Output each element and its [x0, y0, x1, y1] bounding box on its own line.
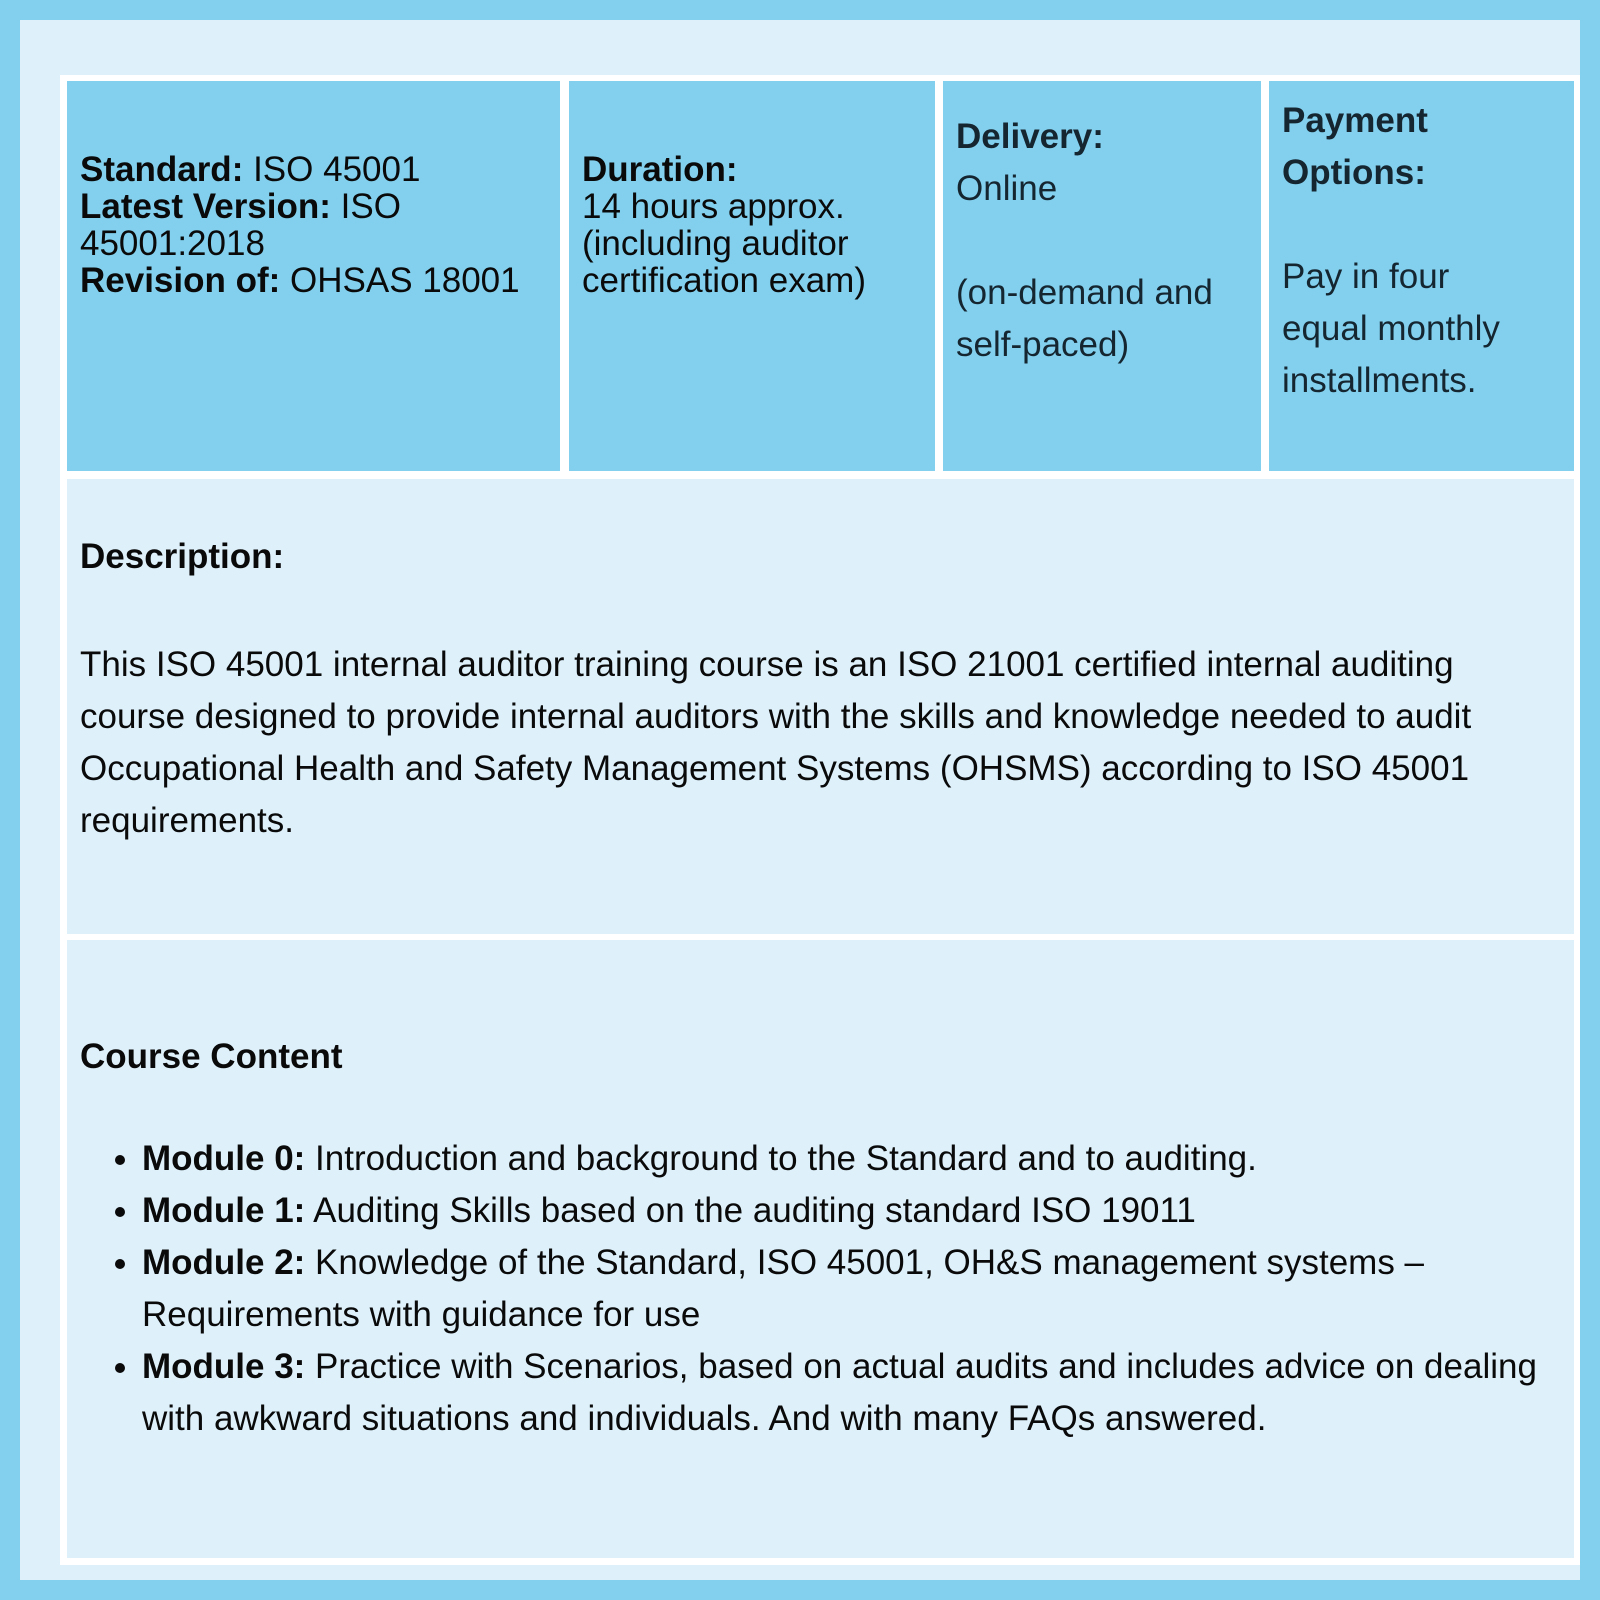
payment-label-line: Options:	[1282, 153, 1426, 192]
standard-label: Standard:	[80, 149, 244, 189]
module-text: Auditing Skills based on the auditing standard ISO 19011	[305, 1191, 1196, 1230]
delivery-note-line: self-paced)	[956, 325, 1130, 364]
duration-line: 14 hours approx.	[582, 186, 845, 226]
course-info-table	[60, 75, 1580, 1565]
duration-label: Duration:	[582, 149, 738, 189]
duration-line: certification exam)	[582, 260, 866, 300]
module-list	[80, 1133, 1562, 1445]
delivery-note-line: (on-demand and	[956, 273, 1213, 312]
module-label: Module 2:	[142, 1243, 306, 1282]
delivery-label: Delivery:	[956, 117, 1104, 156]
payment-value-line: installments.	[1282, 361, 1477, 400]
payment-value-line: equal monthly	[1282, 309, 1500, 348]
list-item	[142, 1237, 1562, 1341]
spacer	[1282, 199, 1500, 251]
list-item	[142, 1341, 1562, 1445]
list-item	[142, 1185, 1562, 1237]
module-text: Introduction and background to the Standard and to auditing.	[305, 1139, 1257, 1178]
latest-version-label: Latest Version:	[80, 186, 331, 226]
course-content-cell	[67, 940, 1574, 1558]
latest-version-value: ISO 45001:2018	[80, 186, 401, 263]
module-label: Module 1:	[142, 1191, 306, 1230]
description-cell	[67, 479, 1574, 934]
payment-cell	[1269, 81, 1574, 471]
delivery-cell	[943, 81, 1261, 471]
payment-value-line: Pay in four	[1282, 257, 1450, 296]
description-body: This ISO 45001 internal auditor training course is an ISO 21001 certified internal auditing course designed to provide internal auditors with the skills and knowledge needed to audit Occupational Health and Safety Management Systems (OHSMS) according to ISO 45001 requirements.	[80, 645, 1472, 840]
description-heading: Description:	[80, 537, 285, 576]
list-item	[142, 1133, 1562, 1185]
duration-cell	[569, 81, 935, 471]
module-text: Knowledge of the Standard, ISO 45001, OH&S management systems – Requirements with guidance for use	[142, 1243, 1425, 1334]
standard-cell	[67, 81, 560, 471]
revision-line	[80, 262, 550, 299]
revision-label: Revision of:	[80, 260, 281, 300]
course-content-heading: Course Content	[80, 1037, 343, 1076]
spacer	[956, 215, 1251, 267]
standard-value: ISO 45001	[243, 149, 421, 189]
latest-version-line	[80, 188, 550, 262]
standard-line	[80, 151, 550, 188]
revision-value: OHSAS 18001	[280, 260, 520, 300]
page-frame	[20, 20, 1580, 1580]
delivery-value: Online	[956, 169, 1058, 208]
module-text: Practice with Scenarios, based on actual audits and includes advice on dealing with awkward situations and individuals. And with many FAQs answered.	[142, 1347, 1537, 1438]
duration-line: (including auditor	[582, 223, 849, 263]
module-label: Module 3:	[142, 1347, 306, 1386]
payment-label-line: Payment	[1282, 101, 1428, 140]
module-label: Module 0:	[142, 1139, 306, 1178]
